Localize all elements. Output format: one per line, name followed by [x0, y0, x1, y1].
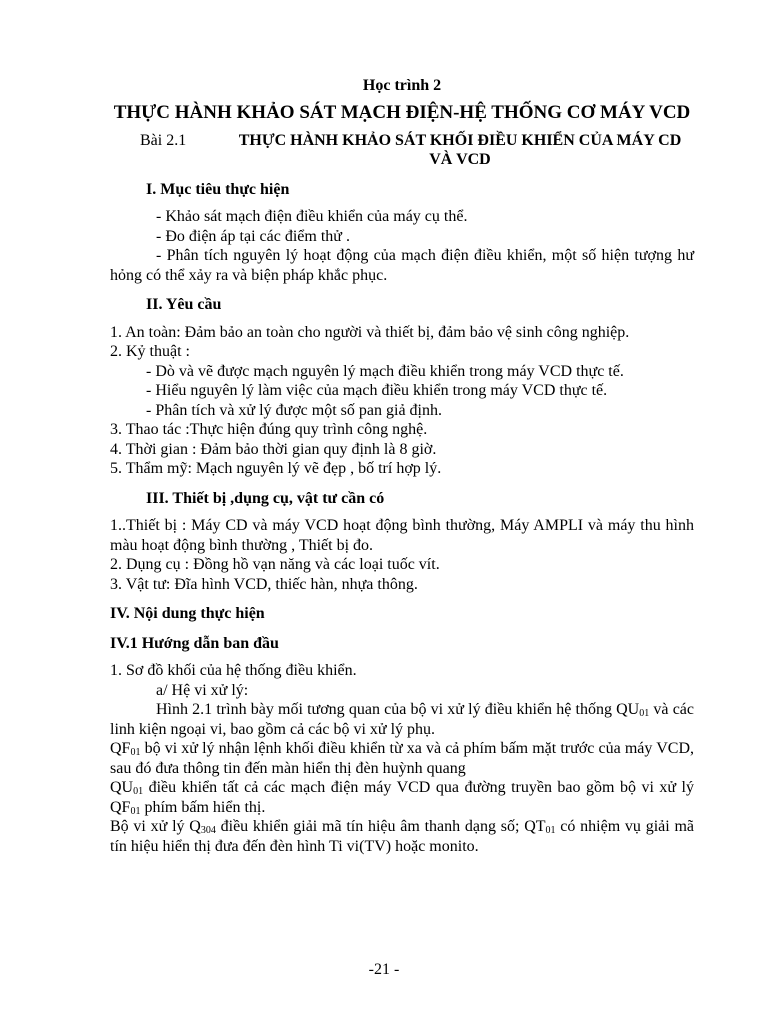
- objective-item: - Đo điện áp tại các điểm thử .: [156, 227, 350, 245]
- content-paragraph: $QF_{01}$ bộ vi xử lý nhận lệnh khối điều khiển từ xa và cả phím bấm mặt trước của máy VCD, sau đó đưa thông tin đến màn hiển thị đèn huỳnh quang: [110, 740, 694, 777]
- equipment-item: 1..Thiết bị : Máy CD và máy VCD hoạt động bình thường, Máy AMPLI và máy thu hình màu hoạt động bình thường , Thiết bị đo.: [110, 517, 694, 554]
- lesson-header: [110, 131, 694, 170]
- requirement-item: 3. Thao tác :Thực hiện đúng quy trình công nghệ.: [110, 421, 428, 438]
- requirement-item: 5. Thẩm mỹ: Mạch nguyên lý vẽ đẹp , bố trí hợp lý.: [110, 460, 442, 477]
- page-title: THỰC HÀNH KHẢO SÁT MẠCH ĐIỆN-HỆ THỐNG CƠ MÁY VCD: [113, 101, 691, 123]
- equipment-item: 3. Vật tư: Đĩa hình VCD, thiếc hàn, nhựa thông.: [110, 575, 418, 593]
- content-paragraph: Bộ vi xử lý $Q_{304}$ điều khiển giải mã tín hiệu âm thanh dạng số; $QT_{01}$ có nhiệm vụ giải mã tín hiệu hiển thị đưa đến đèn hình Ti vi(TV) hoặc monito.: [110, 818, 695, 855]
- lesson-number: Bài 2.1: [140, 131, 187, 149]
- lesson-title: THỰC HÀNH KHẢO SÁT KHỐI ĐIỀU KHIỂN CỦA MÁY CD VÀ VCD: [238, 131, 682, 168]
- requirement-subitem: - Dò và vẽ được mạch nguyên lý mạch điều khiển trong máy VCD thực tế.: [146, 362, 624, 380]
- requirement-subitem: - Hiểu nguyên lý làm việc của mạch điều khiển trong máy VCD thực tế.: [146, 382, 608, 399]
- requirement-subitem: - Phân tích và xử lý được một số pan giả định.: [146, 401, 442, 419]
- content-item: 1. Sơ đồ khối của hệ thống điều khiển.: [110, 662, 357, 679]
- section-4-1-heading: IV.1 Hướng dẫn ban đầu: [110, 634, 279, 652]
- requirement-item: 1. An toàn: Đảm bảo an toàn cho người và thiết bị, đảm bảo vệ sinh công nghiệp.: [110, 323, 630, 341]
- objective-item: - Khảo sát mạch điện điều khiển của máy cụ thể.: [156, 208, 468, 225]
- section-2-heading: II. Yêu cầu: [146, 296, 222, 313]
- content-paragraph: $QU_{01}$ điều khiển tất cả các mạch điện máy VCD qua đường truyền bao gồm bộ vi xử lý $QF_{01}$ phím bấm hiển thị.: [110, 779, 694, 817]
- section-3-heading: III. Thiết bị ,dụng cụ, vật tư cần có: [146, 489, 385, 507]
- section-2-body: [110, 323, 694, 479]
- page-number: -21 -: [368, 961, 400, 978]
- chapter-label: Học trình 2: [362, 77, 442, 94]
- content-subheading: a/ Hệ vi xử lý:: [156, 681, 249, 699]
- equipment-item: 2. Dụng cụ : Đồng hồ vạn năng và các loại tuốc vít.: [110, 556, 440, 573]
- section-3-body: [110, 516, 694, 594]
- requirement-item: 2. Kỷ thuật :: [110, 343, 190, 360]
- section-1-heading: I. Mục tiêu thực hiện: [146, 180, 290, 198]
- objective-item: - Phân tích nguyên lý hoạt động của mạch điện điều khiển, một số hiện tượng hư hỏng có thể xảy ra và biện pháp khắc phục.: [110, 247, 694, 284]
- requirement-item: 4. Thời gian : Đảm bảo thời gian quy định là 8 giờ.: [110, 440, 437, 458]
- section-4-heading: IV. Nội dung thực hiện: [110, 605, 265, 622]
- section-1-body: [110, 207, 694, 285]
- page-content: [110, 76, 694, 856]
- content-paragraph: Hình 2.1 trình bày mối tương quan của bộ vi xử lý điều khiển hệ thống $QU_{01}$ và các linh kiện ngoại vi, bao gồm cả các bộ vi xử lý phụ.: [110, 701, 695, 738]
- section-4-body: [110, 661, 694, 856]
